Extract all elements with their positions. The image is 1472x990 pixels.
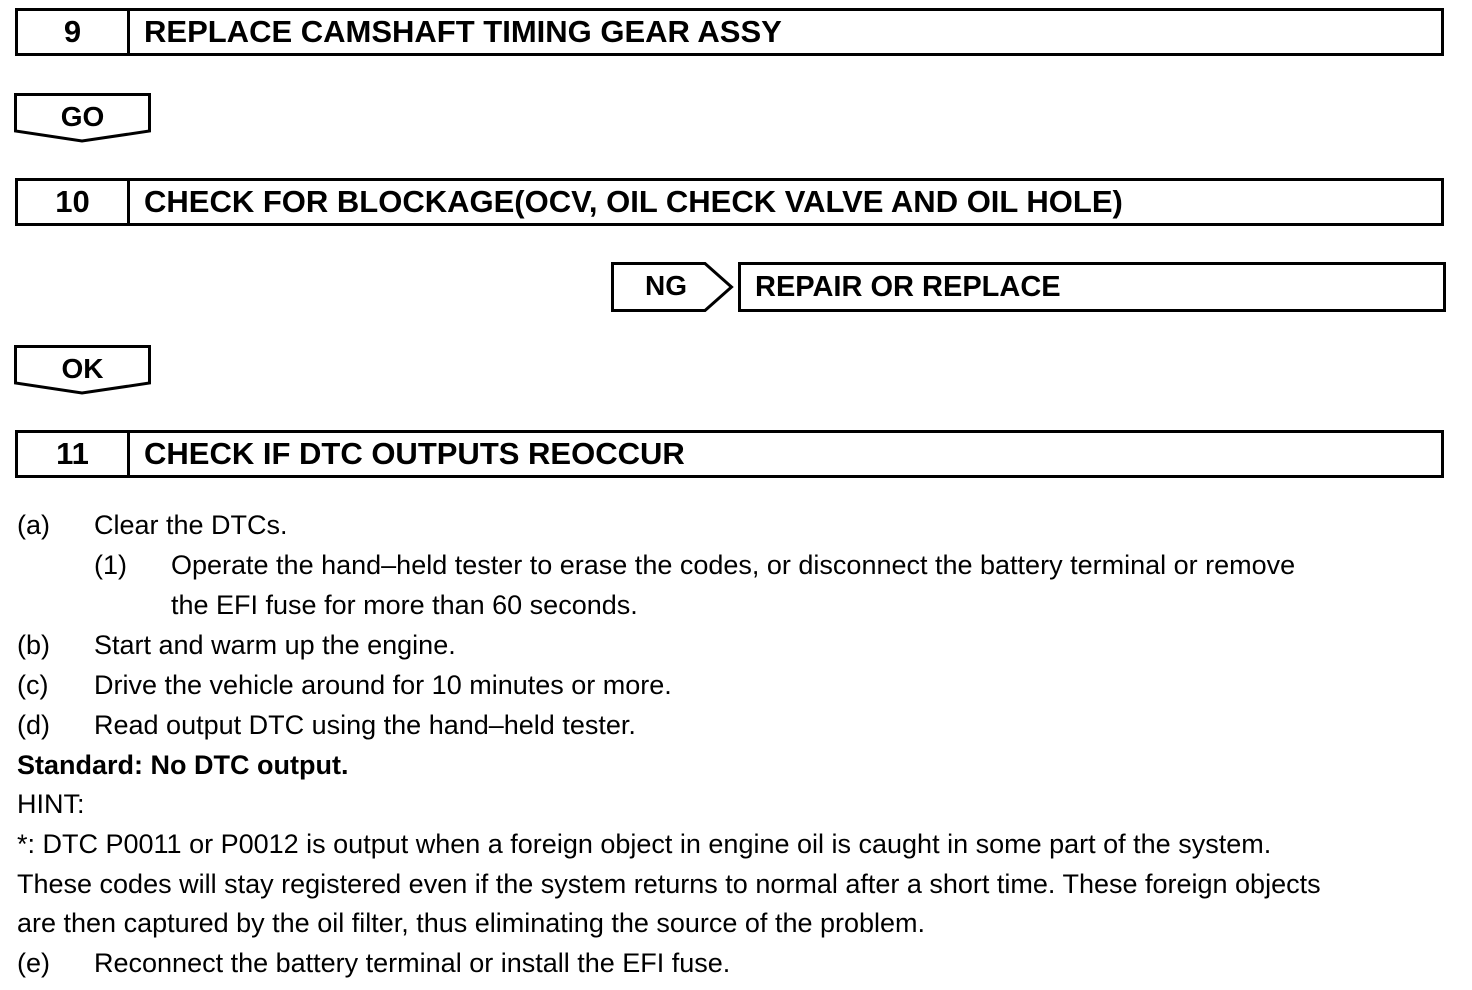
item-c-text: Drive the vehicle around for 10 minutes or more. xyxy=(94,670,672,700)
item-d-text: Read output DTC using the hand–held tester. xyxy=(94,710,636,740)
step-title: CHECK IF DTC OUTPUTS REOCCUR xyxy=(144,436,685,471)
item-a-marker: (a) xyxy=(17,510,50,540)
hint-text-line1: *: DTC P0011 or P0012 is output when a foreign object in engine oil is caught in some part of the system. xyxy=(17,829,1272,859)
item-e-marker: (e) xyxy=(17,948,50,978)
item-a1-marker: (1) xyxy=(94,550,127,580)
item-b-marker: (b) xyxy=(17,630,50,660)
step-10-header xyxy=(15,178,1444,226)
item-d-marker: (d) xyxy=(17,710,50,740)
step-title: CHECK FOR BLOCKAGE(OCV, OIL CHECK VALVE AND OIL HOLE) xyxy=(144,184,1123,219)
ng-result-box: REPAIR OR REPLACE xyxy=(738,262,1446,312)
go-label: GO xyxy=(60,101,105,132)
step-11-header xyxy=(15,430,1444,478)
item-e-text: Reconnect the battery terminal or install the EFI fuse. xyxy=(94,948,731,978)
ng-flow-tag xyxy=(611,262,733,312)
hint-text-line3: are then captured by the oil filter, thus eliminating the source of the problem. xyxy=(17,908,926,938)
ok-label: OK xyxy=(61,353,104,384)
item-a-text: Clear the DTCs. xyxy=(94,510,288,540)
step-number: 10 xyxy=(18,181,130,223)
item-c-marker: (c) xyxy=(17,670,49,700)
hint-label: HINT: xyxy=(17,789,85,819)
standard-statement: Standard: No DTC output. xyxy=(17,750,349,780)
go-flow-tag xyxy=(14,93,151,143)
item-a1-text-line2: the EFI fuse for more than 60 seconds. xyxy=(171,590,638,620)
ok-flow-tag xyxy=(14,345,151,395)
step-number: 9 xyxy=(18,11,130,53)
step-number: 11 xyxy=(18,433,130,475)
ng-label: NG xyxy=(645,270,687,301)
step-9-header xyxy=(15,8,1444,56)
item-a1-text-line1: Operate the hand–held tester to erase the codes, or disconnect the battery terminal or remove xyxy=(171,550,1296,580)
item-b-text: Start and warm up the engine. xyxy=(94,630,456,660)
step-title: REPLACE CAMSHAFT TIMING GEAR ASSY xyxy=(144,14,782,49)
hint-text-line2: These codes will stay registered even if the system returns to normal after a short time. These foreign objects xyxy=(17,869,1321,899)
